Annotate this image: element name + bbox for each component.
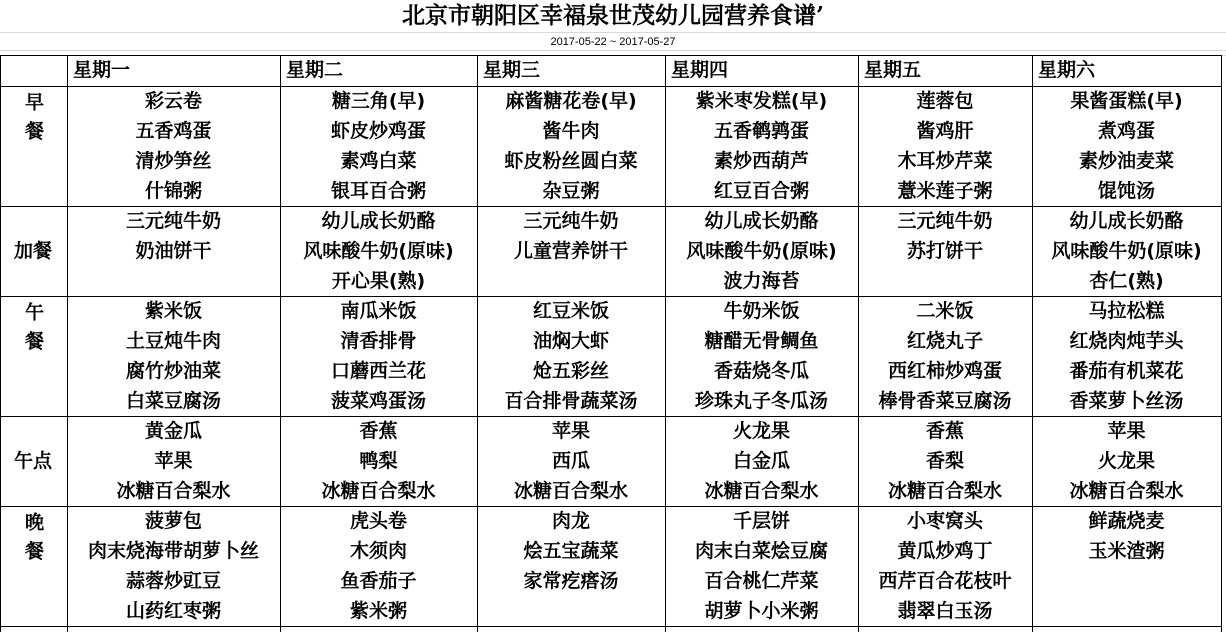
menu-dish-cell: 红烧丸子 [906,330,983,352]
menu-dish-cell [67,266,280,296]
menu-dish-cell: 西红柿炒鸡蛋 [887,360,1002,382]
menu-dish-cell: 儿童营养饼干 [513,240,628,262]
meal-label [0,506,66,626]
meal-label [0,86,66,206]
menu-dish-cell [858,266,1032,296]
menu-dish-cell: 三元纯牛奶 [125,210,221,232]
menu-dish-cell: 馄饨汤 [1097,180,1155,202]
table-border [477,55,478,632]
menu-dish-cell [1032,566,1221,596]
meal-label-text: 加餐 [13,240,52,262]
table-border [0,55,1,632]
menu-dish-cell: 鸭梨 [359,450,398,472]
menu-dish-cell: 白金瓜 [732,450,790,472]
menu-dish-cell: 香菜萝卜丝汤 [1069,390,1184,412]
menu-dish-cell: 白菜豆腐汤 [125,390,221,412]
menu-dish-cell: 清炒笋丝 [135,150,212,172]
menu-dish-cell: 冰糖百合梨水 [116,480,231,502]
menu-dish-cell: 鲜蔬烧麦 [1088,510,1165,532]
table-border [280,55,281,632]
menu-dish-cell: 风味酸牛奶(原味) [686,240,837,262]
menu-dish-cell: 肉末烧海带胡萝卜丝 [87,540,259,562]
menu-dish-cell: 香蕉 [359,420,398,442]
meal-label-text: 午点 [13,450,52,472]
menu-dish-cell: 红豆百合粥 [713,180,809,202]
menu-dish-cell: 腐竹炒油菜 [125,360,221,382]
meal-label-text: 早餐 [22,92,44,150]
table-border [665,55,666,632]
menu-dish-cell: 虾皮粉丝圆白菜 [504,150,638,172]
menu-dish-cell: 彩云卷 [144,90,202,112]
table-border [0,55,1221,56]
menu-dish-cell: 虾皮炒鸡蛋 [330,120,426,142]
menu-dish-cell: 杂豆粥 [542,180,600,202]
menu-dish-cell: 翡翠白玉汤 [897,600,993,622]
table-border [67,55,68,632]
day-header: 星期四 [671,59,729,81]
day-header: 星期五 [864,59,922,81]
menu-dish-cell: 什锦粥 [144,180,202,202]
menu-dish-cell: 黄金瓜 [144,420,202,442]
menu-dish-cell: 冰糖百合梨水 [513,480,628,502]
meal-label-text: 晚餐 [22,512,44,570]
menu-dish-cell: 紫米枣发糕(早) [695,90,828,112]
menu-dish-cell: 风味酸牛奶(原味) [1051,240,1202,262]
meal-label [0,296,66,416]
menu-dish-cell: 木耳炒芹菜 [897,150,993,172]
menu-dish-cell: 银耳百合粥 [330,180,426,202]
menu-dish-cell: 冰糖百合梨水 [704,480,819,502]
menu-dish-cell: 麻酱糖花卷(早) [505,90,637,112]
sheet-gridline [0,50,1226,51]
menu-dish-cell: 土豆炖牛肉 [125,330,221,352]
menu-dish-cell: 煮鸡蛋 [1097,120,1155,142]
menu-dish-cell: 千层饼 [732,510,790,532]
menu-dish-cell: 黄瓜炒鸡丁 [897,540,993,562]
meal-label [0,416,66,506]
menu-dish-cell: 炝五彩丝 [532,360,609,382]
menu-dish-cell: 山药红枣粥 [125,600,221,622]
menu-dish-cell: 开心果(熟) [331,270,426,292]
menu-dish-cell: 波力海苔 [723,270,800,292]
menu-dish-cell: 香梨 [925,450,964,472]
table-border [0,626,1221,627]
menu-dish-cell: 红豆米饭 [532,300,609,322]
menu-dish-cell: 红烧肉炖芋头 [1069,330,1184,352]
menu-dish-cell: 油焖大虾 [532,330,609,352]
menu-dish-cell: 冰糖百合梨水 [1069,480,1184,502]
menu-dish-cell: 百合排骨蔬菜汤 [504,390,638,412]
menu-dish-cell: 菠菜鸡蛋汤 [330,390,426,412]
menu-dish-cell: 酱鸡肝 [916,120,974,142]
menu-dish-cell: 西芹百合花枝叶 [878,570,1012,592]
menu-dish-cell: 紫米饭 [144,300,202,322]
menu-dish-cell: 幼儿成长奶酪 [704,210,819,232]
menu-dish-cell: 果酱蛋糕(早) [1070,90,1183,112]
menu-dish-cell: 蒜蓉炒豇豆 [125,570,221,592]
menu-dish-cell: 马拉松糕 [1088,300,1165,322]
menu-dish-cell: 三元纯牛奶 [897,210,993,232]
menu-dish-cell: 棒骨香菜豆腐汤 [878,390,1012,412]
day-header: 星期二 [286,59,344,81]
menu-dish-cell: 素炒油麦菜 [1078,150,1174,172]
menu-dish-cell: 杏仁(熟) [1089,270,1164,292]
menu-dish-cell: 小枣窝头 [906,510,983,532]
menu-dish-cell: 家常疙瘩汤 [523,570,619,592]
menu-dish-cell: 素鸡白菜 [340,150,417,172]
menu-dish-cell: 酱牛肉 [542,120,600,142]
day-header: 星期六 [1038,59,1096,81]
menu-dish-cell: 苹果 [1107,420,1146,442]
menu-dish-cell: 五香鹌鹑蛋 [713,120,809,142]
sheet-title: 北京市朝阳区幸福泉世茂幼儿园营养食谱’ [401,2,824,29]
menu-dish-cell: 冰糖百合梨水 [887,480,1002,502]
menu-dish-cell: 风味酸牛奶(原味) [303,240,454,262]
menu-dish-cell: 紫米粥 [349,600,407,622]
menu-dish-cell: 冰糖百合梨水 [321,480,436,502]
menu-dish-cell [477,596,665,626]
menu-dish-cell: 幼儿成长奶酪 [1069,210,1184,232]
menu-dish-cell: 百合桃仁芹菜 [704,570,819,592]
menu-dish-cell: 莲蓉包 [916,90,974,112]
menu-dish-cell: 玉米渣粥 [1088,540,1165,562]
menu-dish-cell: 苹果 [551,420,590,442]
menu-dish-cell: 番茄有机菜花 [1069,360,1184,382]
meal-label [0,206,66,296]
menu-dish-cell: 珍珠丸子冬瓜汤 [694,390,828,412]
menu-dish-cell: 肉龙 [551,510,590,532]
menu-dish-cell: 肉末白菜烩豆腐 [694,540,828,562]
menu-dish-cell: 香蕉 [925,420,964,442]
menu-dish-cell: 木须肉 [349,540,407,562]
menu-dish-cell: 二米饭 [916,300,974,322]
menu-dish-cell: 南瓜米饭 [340,300,417,322]
menu-dish-cell: 胡萝卜小米粥 [704,600,819,622]
menu-dish-cell: 香菇烧冬瓜 [713,360,809,382]
day-header: 星期三 [483,59,541,81]
table-border [1032,55,1033,632]
menu-dish-cell: 烩五宝蔬菜 [523,540,619,562]
menu-dish-cell: 苹果 [154,450,193,472]
menu-dish-cell: 火龙果 [732,420,790,442]
menu-dish-cell: 素炒西葫芦 [713,150,809,172]
menu-dish-cell: 奶油饼干 [135,240,212,262]
menu-dish-cell: 苏打饼干 [906,240,983,262]
sheet-gridline [0,32,1226,33]
menu-dish-cell: 糖三角(早) [331,90,426,112]
date-range: 2017-05-22 ~ 2017-05-27 [550,36,676,48]
menu-dish-cell: 幼儿成长奶酪 [321,210,436,232]
menu-dish-cell: 清香排骨 [340,330,417,352]
table-border [1221,55,1222,632]
menu-dish-cell: 火龙果 [1097,450,1155,472]
menu-dish-cell: 菠萝包 [144,510,202,532]
table-border [858,55,859,632]
meal-label-text: 午餐 [22,302,44,360]
menu-dish-cell: 口蘑西兰花 [330,360,426,382]
menu-dish-cell: 三元纯牛奶 [523,210,619,232]
menu-dish-cell: 薏米莲子粥 [897,180,993,202]
menu-dish-cell [1032,596,1221,626]
menu-dish-cell: 五香鸡蛋 [135,120,212,142]
menu-dish-cell [477,266,665,296]
menu-dish-cell: 西瓜 [551,450,590,472]
menu-dish-cell: 牛奶米饭 [723,300,800,322]
menu-dish-cell: 鱼香茄子 [340,570,417,592]
menu-dish-cell: 虎头卷 [349,510,407,532]
menu-dish-cell: 糖醋无骨鲷鱼 [704,330,819,352]
day-header: 星期一 [73,59,131,81]
